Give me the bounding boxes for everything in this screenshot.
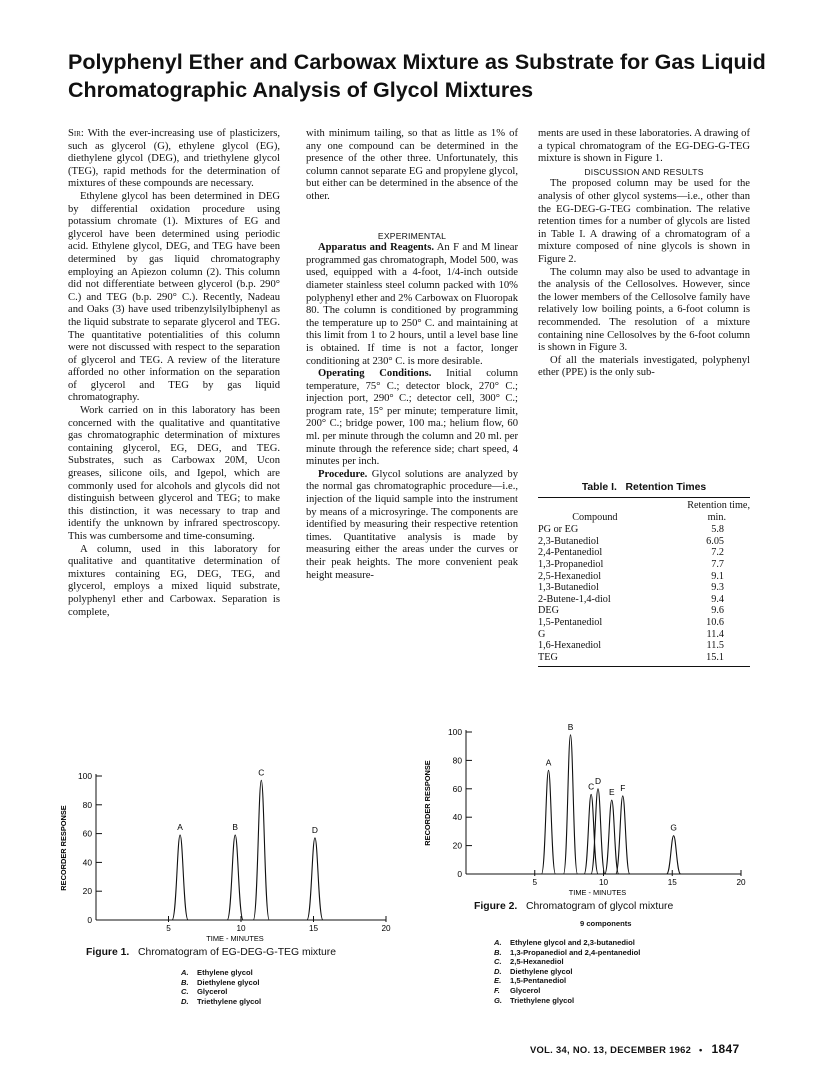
figure-2-chart xyxy=(418,721,758,897)
column-header-time xyxy=(652,498,750,524)
y-tick-label: 0 xyxy=(87,915,92,925)
table-row xyxy=(538,582,750,594)
peak-label: C xyxy=(258,767,265,778)
peak-d xyxy=(307,838,323,920)
paragraph: Work carried on in this laboratory has been concerned with the qualitative and quantitative gas chromatographic determination of mixtures containing glycerol, EG, DEG, and TEG. Substrates, such as Carbowax 20M, Ucon greases, silicone oils, and Igepol, which are commonly used for alcohols and glycols did not distinguish between glycerol and TEG; to make this distinction, it was necessary to trap and identify the unknown by infrared spectroscopy. This was cumbersome and time-consuming. xyxy=(68,405,280,542)
cell-retention-time: 9.4 xyxy=(711,593,724,605)
table-title: Retention Times xyxy=(625,482,707,493)
y-tick-label: 80 xyxy=(82,799,92,810)
peak-label: E xyxy=(608,787,615,798)
peak-a xyxy=(172,835,188,920)
peak-label: D xyxy=(594,775,602,786)
column-3 xyxy=(538,128,750,380)
column-header-time-line2: min. xyxy=(707,511,726,523)
peak-label: D xyxy=(311,824,318,835)
legend-letter: B. xyxy=(181,977,189,987)
x-tick-label: 20 xyxy=(736,878,746,887)
peak-d xyxy=(591,789,605,874)
y-axis-label: RECORDER RESPONSE xyxy=(59,805,68,891)
x-tick-label: 10 xyxy=(236,924,246,933)
table-row xyxy=(538,617,750,629)
table-row xyxy=(538,605,750,617)
paragraph-text: Glycol solutions are analyzed by the normal gas chromatographic procedure—i.e., injection of the liquid sample into the instrument by means of a microsyringe. The components are identified by measuring their respective retention times. Quantitative analysis is made by measuring either the areas under the curves or their peak heights. The more convenient peak height measure- xyxy=(306,468,518,581)
table-row xyxy=(538,571,750,583)
legend-letter: E. xyxy=(494,976,502,986)
table-row xyxy=(538,559,750,571)
legend-letter: B. xyxy=(494,947,502,957)
cell-compound: 2,3-Butanediol xyxy=(538,535,599,547)
table-row xyxy=(538,652,750,664)
paragraph: ments are used in these laboratories. A drawing of a typical chromatogram of the EG-DEG-G-TEG mixture is shown in Figure 1. xyxy=(538,128,750,165)
cell-compound: G xyxy=(538,628,546,640)
legend-name: 2,5-Hexanediol xyxy=(510,957,564,967)
legend-letter: A. xyxy=(181,968,189,977)
table-row xyxy=(538,640,750,652)
page-number: 1847 xyxy=(711,1042,740,1056)
y-tick-label: 40 xyxy=(452,812,462,823)
legend-name: 1,3-Propanediol and 2,4-pentanediol xyxy=(510,947,641,957)
legend-letter: C. xyxy=(181,987,189,997)
cell-compound: 1,3-Propanediol xyxy=(538,558,604,570)
paragraph xyxy=(68,128,280,191)
legend-name: Triethylene glycol xyxy=(197,996,262,1006)
cell-compound: PG or EG xyxy=(538,524,579,536)
figure-number: Figure 2. xyxy=(474,901,518,912)
section-heading: EXPERIMENTAL xyxy=(377,230,447,241)
runin-heading: Operating Conditions. xyxy=(318,368,432,380)
y-axis-label: RECORDER RESPONSE xyxy=(423,760,432,846)
cell-compound: DEG xyxy=(538,605,559,617)
table-row xyxy=(538,594,750,606)
cell-compound: 2,5-Hexanediol xyxy=(538,570,602,582)
cell-retention-time: 9.3 xyxy=(711,582,724,594)
peak-label: C xyxy=(588,781,595,792)
paragraph: A column, used in this laboratory for qualitative and quantitative determination of mixtures containing EG, DEG, TEG, and glycerol, employs a mixed liquid substrate, polyphenyl ether and Carbowax. Separation is complete, xyxy=(68,543,280,618)
runin-heading: Procedure. xyxy=(318,468,368,480)
cell-retention-time: 9.6 xyxy=(711,605,724,617)
paragraph-text: : With the ever-increasing use of plasticizers, such as glycerol (G), ethylene glycol (EG), diethylene glycol (DEG), and triethylene glycol (TEG), rapid methods for the determination of mixtures of these compounds are necessary. xyxy=(68,128,280,190)
legend-item xyxy=(494,996,640,1006)
table-number: Table I. xyxy=(581,482,617,493)
cell-compound: 2,4-Pentanediol xyxy=(538,547,603,559)
legend-item xyxy=(494,986,640,996)
figure-title: Chromatogram of EG-DEG-G-TEG mixture xyxy=(137,947,337,958)
y-tick-label: 80 xyxy=(452,755,462,766)
legend-letter: D. xyxy=(181,996,189,1006)
legend-name: Ethylene glycol xyxy=(197,968,253,977)
salutation: Sir xyxy=(68,128,81,139)
cell-compound: 1,3-Butanediol xyxy=(538,582,599,594)
x-tick-label: 5 xyxy=(166,924,171,933)
legend-letter: C. xyxy=(494,957,502,967)
cell-compound: 1,5-Pentanediol xyxy=(538,616,603,628)
paragraph: The column may also be used to advantage in the analysis of the Cellosolves. However, since the lower members of the Cellosolve family have relatively low boiling points, a 6-foot column is recommended. The resolution of a mixture containing nine Cellosolves by the 6-foot column is shown in Figure 3. xyxy=(538,266,750,354)
journal-info: VOL. 34, NO. 13, DECEMBER 1962 xyxy=(530,1044,692,1055)
figure-title: Chromatogram of glycol mixture xyxy=(525,901,674,912)
legend-item xyxy=(494,957,640,967)
figure-1-chart xyxy=(48,760,408,950)
peak-label: A xyxy=(545,757,552,768)
y-tick-label: 60 xyxy=(452,783,462,794)
page-footer xyxy=(530,1042,739,1056)
column-header-compound: Compound xyxy=(572,511,618,523)
table-row xyxy=(538,547,750,559)
cell-retention-time: 5.8 xyxy=(711,524,724,536)
cell-retention-time: 9.1 xyxy=(711,570,724,582)
y-tick-label: 0 xyxy=(457,869,462,879)
y-tick-label: 40 xyxy=(82,857,92,868)
cell-compound: 2-Butene-1,4-diol xyxy=(538,593,611,605)
legend-item xyxy=(494,976,640,986)
legend-item xyxy=(181,987,261,997)
section-heading: DISCUSSION AND RESULTS xyxy=(584,166,704,177)
legend-letter: F. xyxy=(494,985,500,995)
legend-item xyxy=(494,948,640,958)
cell-retention-time: 10.6 xyxy=(706,616,724,628)
legend-letter: D. xyxy=(494,966,502,976)
x-axis-label: TIME - MINUTES xyxy=(568,888,627,897)
paragraph xyxy=(306,469,518,582)
table-rule-bottom xyxy=(538,666,750,667)
legend-name: Diethylene glycol xyxy=(197,977,260,987)
y-tick-label: 20 xyxy=(452,840,462,851)
figure-2-legend xyxy=(494,938,640,1005)
legend-item xyxy=(181,968,261,978)
y-tick-label: 60 xyxy=(82,828,92,839)
runin-heading: Apparatus and Reagents. xyxy=(318,242,434,254)
cell-retention-time: 15.1 xyxy=(706,651,724,663)
retention-times-table xyxy=(538,482,750,667)
paragraph: with minimum tailing, so that as little as 1% of any one compound can be determined in the presence of the other three. Unfortunately, this column cannot separate EG and propylene glycol, but either can be determined in the absence of the other. xyxy=(306,128,518,202)
peak-g xyxy=(667,836,681,874)
table-rows xyxy=(538,524,750,663)
y-tick-label: 20 xyxy=(82,886,92,897)
column-1 xyxy=(68,128,280,619)
paragraph xyxy=(306,242,518,368)
column-2 xyxy=(306,128,518,582)
table-row xyxy=(538,524,750,536)
column-header-time-line1: Retention time, xyxy=(687,500,750,511)
legend-letter: A. xyxy=(494,938,502,947)
figure-number: Figure 1. xyxy=(86,947,130,958)
x-tick-label: 5 xyxy=(532,878,538,887)
cell-retention-time: 7.7 xyxy=(711,558,724,570)
peak-c xyxy=(253,780,269,920)
paragraph xyxy=(306,368,518,469)
legend-name: Triethylene glycol xyxy=(510,995,575,1005)
peak-label: B xyxy=(232,822,238,833)
peak-e xyxy=(605,800,619,874)
x-tick-label: 10 xyxy=(598,878,609,887)
legend-item xyxy=(181,997,261,1007)
cell-retention-time: 7.2 xyxy=(711,547,724,559)
x-tick-label: 20 xyxy=(381,924,391,933)
legend-name: Glycerol xyxy=(510,985,541,995)
peak-b xyxy=(227,835,243,920)
table-row xyxy=(538,536,750,548)
x-axis-label: TIME - MINUTES xyxy=(206,934,264,943)
cell-retention-time: 11.4 xyxy=(706,628,724,640)
table-caption xyxy=(538,482,750,493)
figure-2-caption xyxy=(474,901,673,912)
figure-1-caption xyxy=(86,947,336,958)
cell-compound: TEG xyxy=(538,651,558,663)
legend-name: Ethylene glycol and 2,3-butanediol xyxy=(510,938,635,947)
x-tick-label: 15 xyxy=(667,878,677,887)
legend-name: Glycerol xyxy=(197,987,228,997)
legend-name: 1,5-Pentanediol xyxy=(510,976,567,986)
cell-retention-time: 11.5 xyxy=(706,640,724,652)
figure-2-subtitle: 9 components xyxy=(580,919,632,928)
peak-label: G xyxy=(670,822,677,833)
paragraph-text: Initial column temperature, 75° C.; detector block, 270° C.; injection port, 290° C.; detector cell, 300° C.; program rate, 15° per minute; temperature limit, 200° C.; bridge power, 100 ma.; helium flow, 60 ml. per minute through the column and 20 ml. per minute through the reference side; chart speed, 4 minutes per inch. xyxy=(306,368,518,468)
peak-label: A xyxy=(177,822,183,833)
peak-b xyxy=(564,735,578,874)
footer-bullet: • xyxy=(699,1044,703,1055)
legend-item xyxy=(181,978,261,988)
legend-name: Diethylene glycol xyxy=(510,966,573,976)
table-row xyxy=(538,629,750,641)
peak-a xyxy=(542,770,556,874)
paragraph: Ethylene glycol has been determined in DEG by differential oxidation procedure using potassium chromate (1). Mixtures of EG and glycerol have been determined using periodic acid. Ethylene glycol, DEG, and TEG have been determined by gas liquid chromatography employing an Apiezon column (2). This column did not differentiate between glycerol (b.p. 290° C.) and TEG (b.p. 290° C.). Recently, Nadeau and Oaks (3) have used tribenzylsilylbiphenyl as the liquid substrate to separate glycerol and TEG. The quantitative potentialities of this column were not discussed with respect to the separation of glycerol and TEG. A review of the literature afforded no other information on the separation of glycerol and TEG by gas liquid chromatography. xyxy=(68,190,280,404)
peak-f xyxy=(616,796,630,874)
cell-compound: 1,6-Hexanediol xyxy=(538,640,602,652)
x-tick-label: 15 xyxy=(308,924,319,933)
paragraph: Of all the materials investigated, polyphenyl ether (PPE) is the only sub- xyxy=(538,354,750,379)
cell-retention-time: 6.05 xyxy=(706,535,724,547)
peak-label: B xyxy=(567,721,574,732)
y-tick-label: 100 xyxy=(448,727,462,737)
peak-label: F xyxy=(620,782,626,793)
figure-1-legend xyxy=(181,968,261,1006)
paragraph-text: An F and M linear programmed gas chromatograph, Model 500, was used, equipped with a 4-foot, 1/4-inch outside diameter stainless steel column packed with 10% polyphenyl ether and 2% Carbowax on Fluoropak 80. The column is conditioned by programming the temperature up to 250° C. and maintaining at this limit from 1 to 2 hours, until a level base line is obtained. If time is not a factor, longer conditioning at 230° C. is more desirable. xyxy=(306,242,518,367)
table-body xyxy=(538,498,750,663)
legend-item xyxy=(494,938,640,948)
y-tick-label: 100 xyxy=(78,771,92,781)
article-title: Polyphenyl Ether and Carbowax Mixture as Substrate for Gas Liquid Chromatographic Analysis of Glycol Mixtures xyxy=(68,50,766,102)
paragraph: The proposed column may be used for the analysis of other glycol systems—i.e., other than the EG-DEG-G-TEG combination. The relative retention times for a number of glycols are listed in Table I. A drawing of a chromatogram of a mixture composed of nine glycols is shown in Figure 2. xyxy=(538,178,750,265)
legend-letter: G. xyxy=(494,995,503,1005)
legend-item xyxy=(494,967,640,977)
